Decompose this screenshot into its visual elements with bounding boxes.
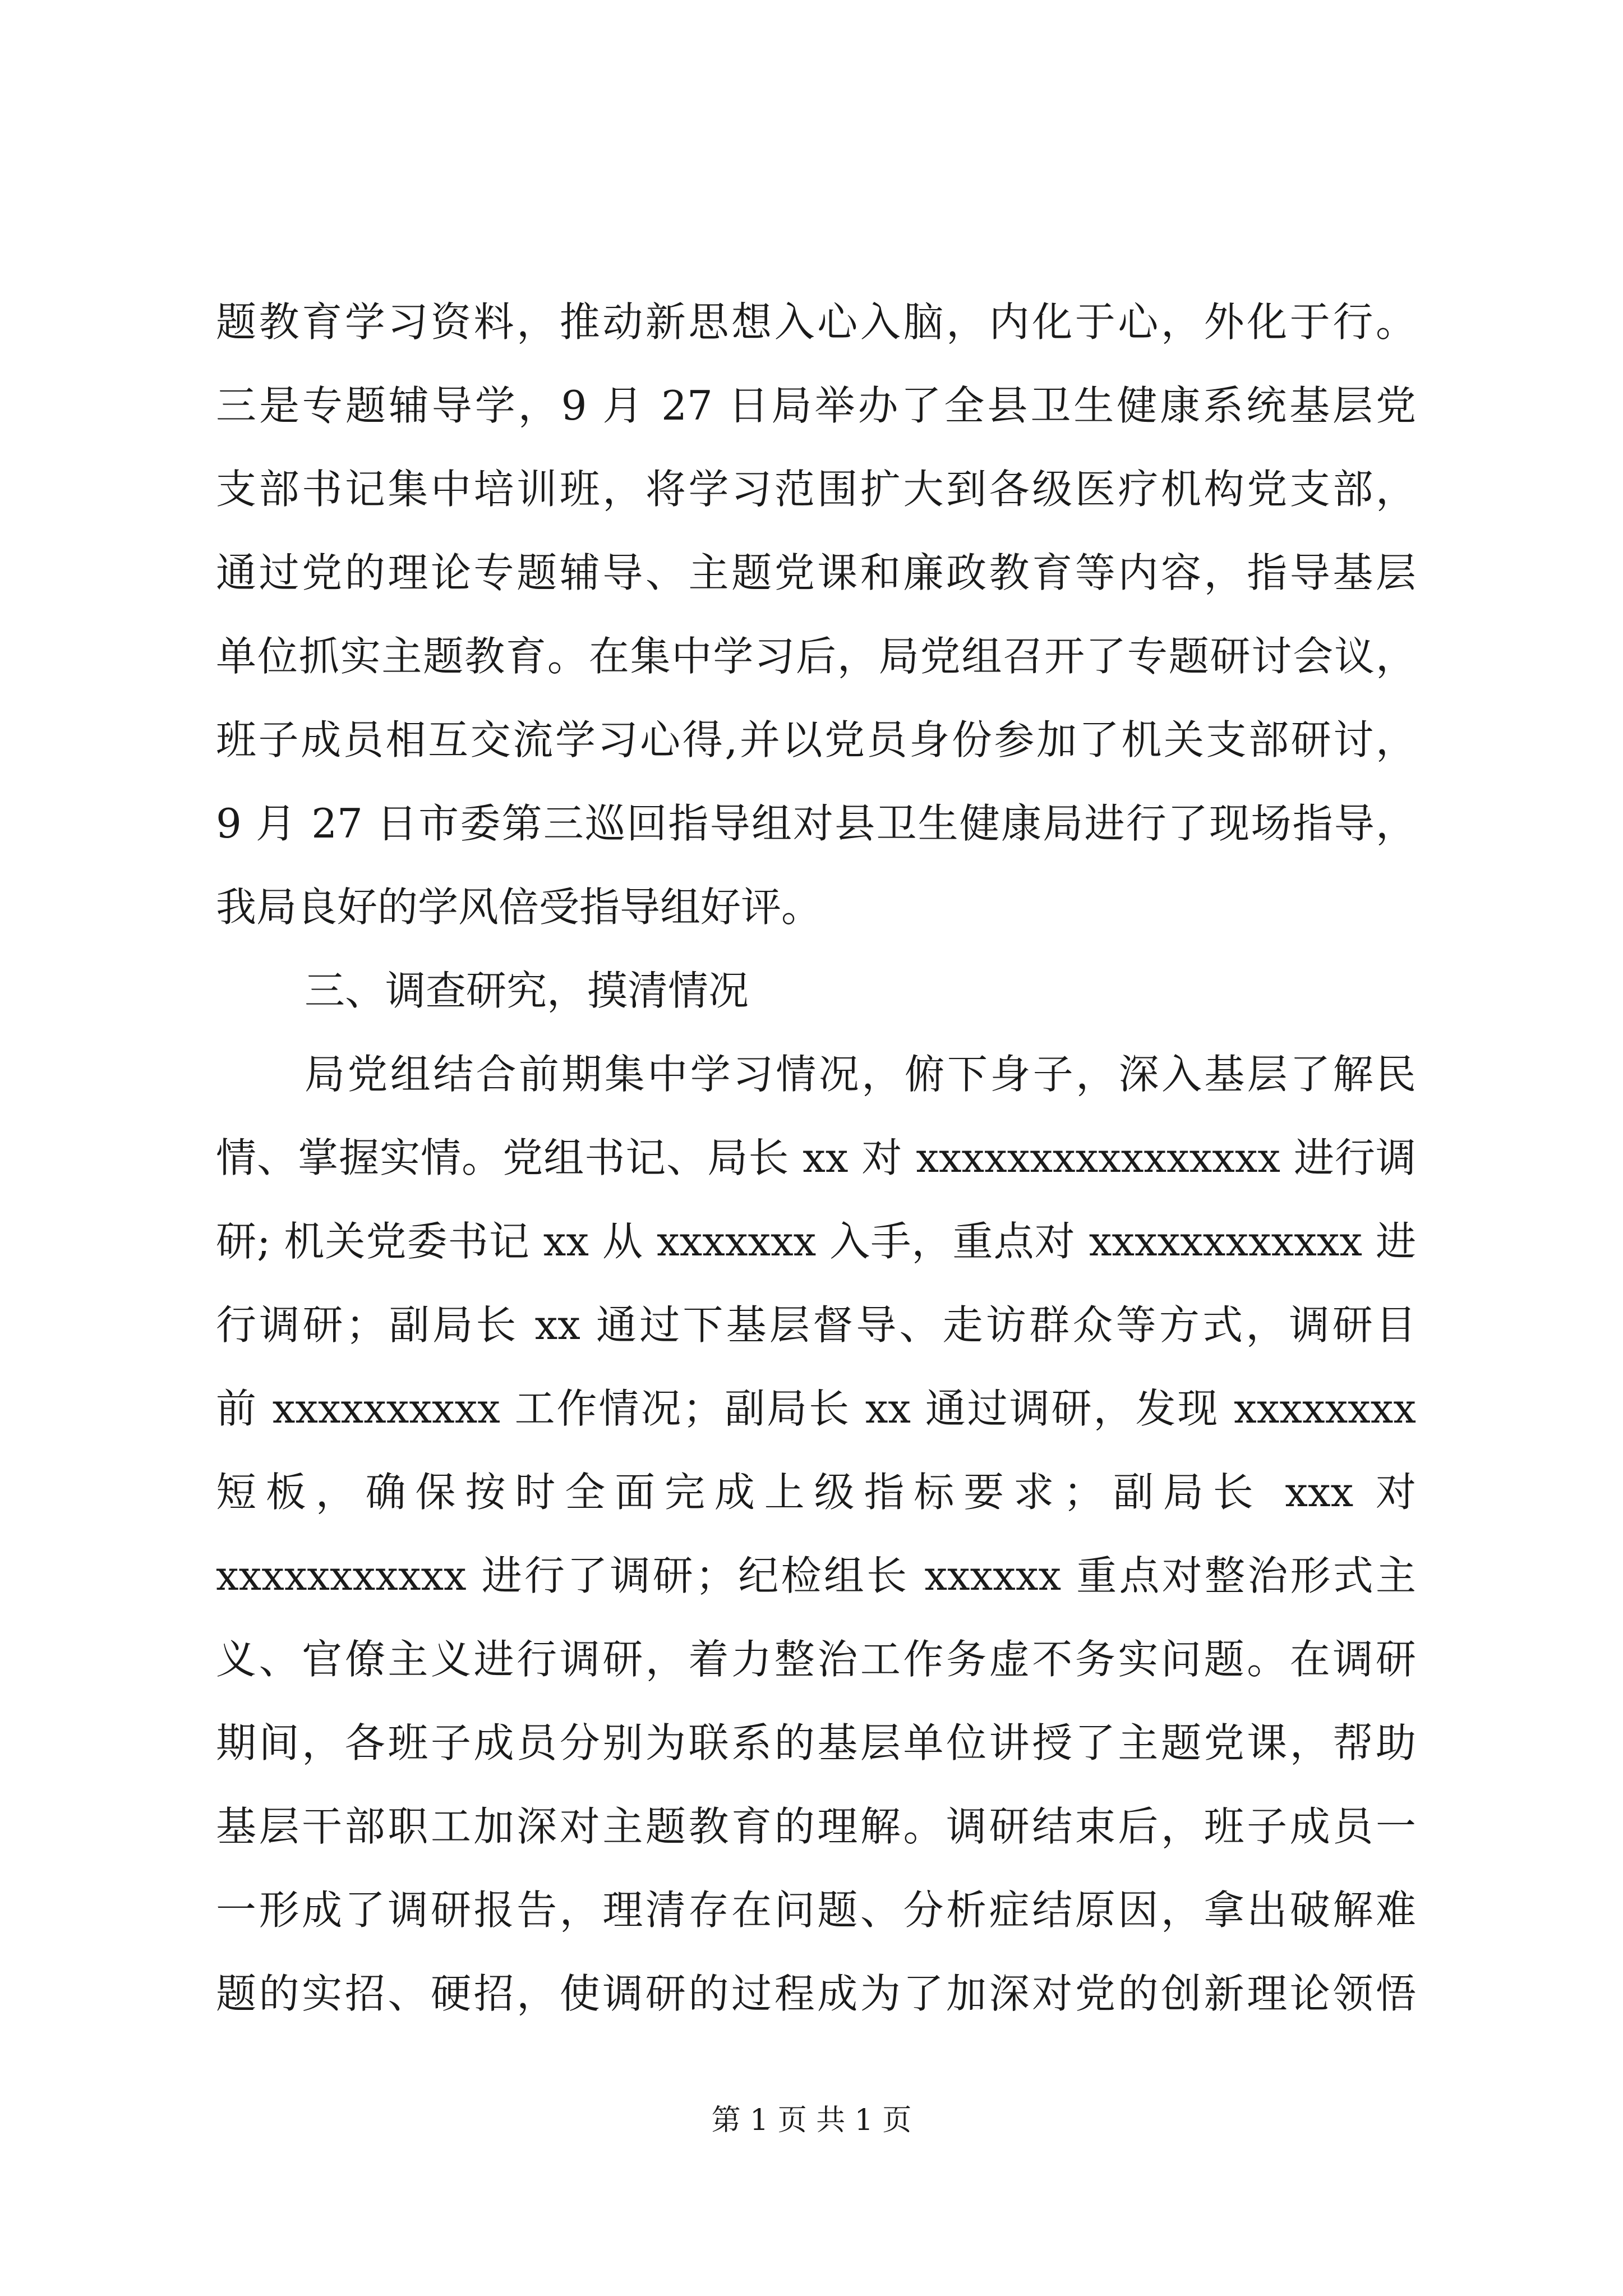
text-line: 题的实招、硬招，使调研的过程成为了加深对党的创新理论领悟 <box>216 1970 1416 2017</box>
text-line: 研; 机关党委书记 xx 从 xxxxxxx 入手，重点对 xxxxxxxxxxxx 进 <box>216 1218 1416 1265</box>
text-line: 班子成员相互交流学习心得,并以党员身份参加了机关支部研讨， <box>216 716 1416 763</box>
text-line: 单位抓实主题教育。在集中学习后，局党组召开了专题研讨会议， <box>216 633 1416 680</box>
text-line: 基层干部职工加深对主题教育的理解。调研结束后，班子成员一 <box>216 1803 1416 1850</box>
text-line: 期间，各班子成员分别为联系的基层单位讲授了主题党课，帮助 <box>216 1719 1416 1766</box>
text-line: 支部书记集中培训班，将学习范围扩大到各级医疗机构党支部， <box>216 466 1416 513</box>
text-line: 短板，确保按时全面完成上级指标要求；副局长 xxx 对 <box>216 1469 1416 1516</box>
text-line: 局党组结合前期集中学习情况，俯下身子，深入基层了解民 <box>305 1051 1416 1098</box>
text-line: 9 月 27 日市委第三巡回指导组对县卫生健康局进行了现场指导， <box>216 800 1416 847</box>
text-line: 三是专题辅导学，9 月 27 日局举办了全县卫生健康系统基层党 <box>216 382 1416 429</box>
text-line: 前 xxxxxxxxxx 工作情况；副局长 xx 通过调研，发现 xxxxxxxx <box>216 1385 1416 1432</box>
text-line: xxxxxxxxxxx 进行了调研；纪检组长 xxxxxx 重点对整治形式主 <box>216 1552 1416 1599</box>
page-footer <box>0 2101 1623 2140</box>
text-line: 行调研；副局长 xx 通过下基层督导、走访群众等方式，调研目 <box>216 1301 1416 1349</box>
text-line: 一形成了调研报告，理清存在问题、分析症结原因，拿出破解难 <box>216 1887 1416 1934</box>
document-body <box>216 280 1416 2036</box>
text-line: 我局良好的学风倍受指导组好评。 <box>216 884 822 931</box>
text-line: 情、掌握实情。党组书记、局长 xx 对 xxxxxxxxxxxxxxxx 进行调 <box>216 1134 1416 1181</box>
text-line: 通过党的理论专题辅导、主题党课和廉政教育等内容，指导基层 <box>216 549 1416 596</box>
text-line: 义、官僚主义进行调研，着力整治工作务虚不务实问题。在调研 <box>216 1636 1416 1683</box>
page-number: 第 1 页 共 1 页 <box>711 2104 912 2137</box>
text-line: 题教育学习资料，推动新思想入心入脑，内化于心，外化于行。 <box>216 298 1416 346</box>
section-heading: 三、调查研究，摸清情况 <box>305 967 749 1014</box>
